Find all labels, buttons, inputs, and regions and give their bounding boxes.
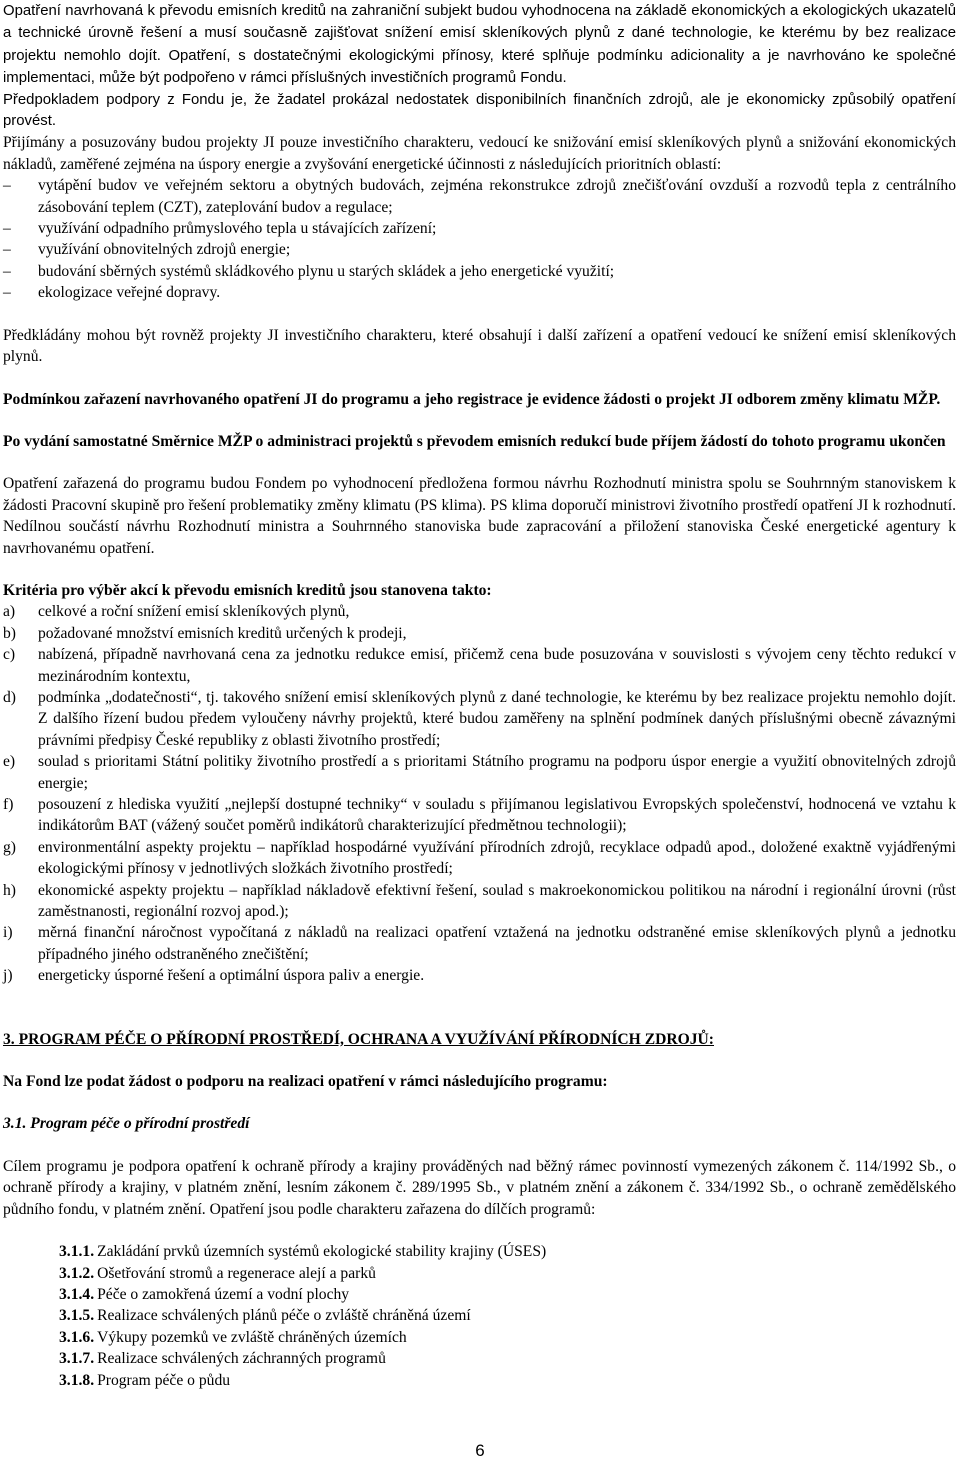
list-item-text: Program péče o půdu <box>97 1371 231 1389</box>
list-item-number: 3.1.1. <box>59 1243 95 1261</box>
criteria-heading: Kritéria pro výběr akcí k převodu emisních kreditů jsou stanovena takto: <box>3 581 492 599</box>
list-item-number: 3.1.7. <box>59 1350 95 1368</box>
list-item-number: 3.1.6. <box>59 1328 95 1346</box>
paragraph-evaluation-process: Opatření zařazená do programu budou Fondem po vyhodnocení předložena formou návrhu Rozhodnutí ministra spolu se Souhrnným stanoviskem k žádosti Pracovní skupině pro řešení problematiky změny klimatu (PS klima). PS klima doporučí ministrovi životního prostředí opatření JI k rozhodnutí. Nedílnou součástí návrhu Rozhodnutí ministra a Souhrnného stanoviska bude zapracování a přiložení stanoviska České energetické agentury k navrhovanému opatření. <box>3 475 956 557</box>
list-item-label: a) <box>3 603 16 621</box>
list-item-number: 3.1.5. <box>59 1307 95 1325</box>
priority-areas-list <box>3 175 956 303</box>
list-item <box>3 687 956 751</box>
list-item-text: Realizace schválených plánů péče o zvláště chráněná území <box>97 1307 471 1325</box>
paragraph-part-sans-2: Opatření, s dostatečnými ekologickými přínosy, které splňuje podmínku adicionality a je navrhováno ke společné implementaci, může být podpořeno v rámci příslušných investičních programů Fondu. <box>3 47 957 87</box>
list-item-text: environmentální aspekty projektu – například hospodárné využívání přírodních zdrojů, recyklace odpadů apod., doložené exaktně vyjádřenými ekologickými přínosy v jednotlivých složkách životního prostředí; <box>38 838 956 878</box>
list-item-label: j) <box>3 967 13 985</box>
paragraph-directive-notice: Po vydání samostatné Směrnice MŽP o administraci projektů s převodem emisních redukcí bude příjem žádostí do tohoto programu ukončen <box>3 432 946 450</box>
list-item-text: Realizace schválených záchranných programů <box>97 1350 386 1368</box>
list-item <box>59 1284 956 1305</box>
list-item-number: 3.1.8. <box>59 1371 95 1389</box>
list-item <box>59 1370 956 1391</box>
list-item <box>3 601 956 622</box>
list-item <box>59 1241 956 1262</box>
list-item <box>3 644 956 687</box>
list-item: – využívání odpadního průmyslového tepla u stávajících zařízení; <box>3 218 956 239</box>
list-item-label: c) <box>3 646 16 664</box>
list-item-label: b) <box>3 624 16 642</box>
list-item-text: Zakládání prvků územních systémů ekologické stability krajiny (ÚSES) <box>97 1243 547 1261</box>
list-item-text: energeticky úsporné řešení a optimální úspora paliv a energie. <box>38 967 425 985</box>
list-item-label: h) <box>3 881 16 899</box>
list-item-number: 3.1.2. <box>59 1264 95 1282</box>
section-heading: 3. PROGRAM PÉČE O PŘÍRODNÍ PROSTŘEDÍ, OCHRANA A VYUŽÍVÁNÍ PŘÍRODNÍCH ZDROJŮ: <box>3 1030 714 1048</box>
paragraph-emission-credits <box>3 0 956 90</box>
list-item <box>3 922 956 965</box>
list-item-text: soulad s prioritami Státní politiky životního prostředí a s prioritami Státního programu na podporu úspor energie a využití obnovitelných zdrojů energie; <box>38 753 956 792</box>
list-item: – budování sběrných systémů skládkového plynu u starých skládek a jeho energetické využití; <box>3 261 956 282</box>
list-item-text: Péče o zamokřená území a vodní plochy <box>97 1285 350 1303</box>
list-item-label: i) <box>3 924 13 942</box>
list-item: – ekologizace veřejné dopravy. <box>3 282 956 303</box>
list-item <box>3 965 956 986</box>
paragraph-program-goal: Cílem programu je podpora opatření k ochraně přírody a krajiny prováděných nad běžný rámec povinností vymezených zákonem č. 114/1992 Sb., o ochraně přírody a krajiny, v platném znění, lesním zákonem č. 289/1995 Sb., v platném znění a zákonem č. 334/1992 Sb., o ochraně zemědělského půdního fondu, v platném znění. Opatření jsou podle charakteru zařazena do dílčích programů: <box>3 1157 956 1218</box>
subsection-heading: 3.1. Program péče o přírodní prostředí <box>3 1115 250 1133</box>
list-item <box>3 837 956 880</box>
list-item <box>3 623 956 644</box>
paragraph-ji-projects-intro: Přijímány a posuzovány budou projekty JI pouze investičního charakteru, vedoucí ke snižování emisí skleníkových plynů a snižování ekonomických nákladů, zaměřené zejména na úspory energie a zvyšování energetické účinnosti z následujících prioritních oblastí: <box>3 134 956 173</box>
list-item-text: podmínka „dodatečnosti“, tj. takového snížení emisí skleníkových plynů z dané technologie, ke kterému by bez realizace projektu nemohlo dojít. Z dalšího řízení budou předem vyloučeny návrhy projektů, které budou zaměřeny na splnění podmínek daných příslušnými obecně závaznými právními předpisy České republiky z oblasti životního prostředí; <box>38 688 956 749</box>
criteria-list <box>3 601 956 986</box>
list-item <box>59 1305 956 1326</box>
list-item-label: e) <box>3 753 16 771</box>
list-item-label: d) <box>3 688 16 706</box>
list-item-label: g) <box>3 838 16 856</box>
document-page <box>3 0 956 1391</box>
list-item-text: požadované množství emisních kreditů určených k prodeji, <box>38 624 407 642</box>
list-item: – využívání obnovitelných zdrojů energie; <box>3 239 956 260</box>
paragraph-part-sans: Opatření navrhovaná k převodu emisních kreditů na zahraniční subjekt budou vyhodnocena na základě ekonomických a ekologických ukazatelů a technické úrovně řešení a musí současně zajišťovat snížení emisí skleníkových plynů z dané technologie, ke kterému by bez realizace projektu nemohlo dojít. <box>3 3 956 64</box>
list-item <box>59 1327 956 1348</box>
list-item-text: Ošetřování stromů a regenerace alejí a parků <box>97 1264 376 1282</box>
page-number: 6 <box>475 1441 485 1460</box>
list-item <box>59 1263 956 1284</box>
list-item: – vytápění budov ve veřejném sektoru a obytných budovách, zejména rekonstrukce zdrojů znečišťování ovzduší a rozvodů tepla z centrálního zásobování teplem (CZT), zateplování budov a regulace; <box>3 175 956 218</box>
list-item-text: měrná finanční náročnost vypočítaná z nákladů na realizaci opatření vztažená na jednotku odstraněné emise skleníkových plynů a jednotku případného jiného odstraněného znečištění; <box>38 924 956 963</box>
paragraph-registration-condition: Podmínkou zařazení navrhovaného opatření JI do programu a jeho registrace je evidence žádosti o projekt JI odborem změny klimatu MŽP. <box>3 390 941 408</box>
list-item-text: ekonomické aspekty projektu – například nákladově efektivní řešení, soulad s makroekonomickou politikou na národní i regionální úrovni (růst zaměstnanosti, regionální rozvoj apod.); <box>38 881 956 921</box>
list-item-text: celkové a roční snížení emisí skleníkových plynů, <box>38 603 350 621</box>
list-item <box>3 751 956 794</box>
list-item <box>3 880 956 923</box>
list-item-text: posouzení z hlediska využití „nejlepší dostupné techniky“ v souladu s přijímanou legislativou Evropských společenství, hodnocená ve vztahu k indikátorům BAT (vážený součet poměrů indikátorů charakterizující předmětnou technologii); <box>38 796 956 835</box>
list-item-label: f) <box>3 796 14 813</box>
list-item <box>59 1348 956 1369</box>
list-item-number: 3.1.4. <box>59 1285 95 1303</box>
list-item-text: nabízená, případně navrhovaná cena za jednotku redukce emisí, přičemž cena bude posuzována v souvislosti s vývojem ceny těchto redukcí v mezinárodním kontextu, <box>38 646 956 685</box>
section-intro: Na Fond lze podat žádost o podporu na realizaci opatření v rámci následujícího programu: <box>3 1073 608 1091</box>
paragraph-other-projects: Předkládány mohou být rovněž projekty JI investičního charakteru, které obsahují i další zařízení a opatření vedoucí ke snížení emisí skleníkových plynů. <box>3 326 956 366</box>
subprograms-list <box>3 1241 956 1391</box>
list-item-text: Výkupy pozemků ve zvláště chráněných územích <box>97 1328 407 1346</box>
paragraph-prerequisite: Předpokladem podpory z Fondu je, že žadatel prokázal nedostatek disponibilních finančních zdrojů, ale je ekonomicky způsobilý opatření provést. <box>3 91 956 130</box>
list-item <box>3 794 956 837</box>
